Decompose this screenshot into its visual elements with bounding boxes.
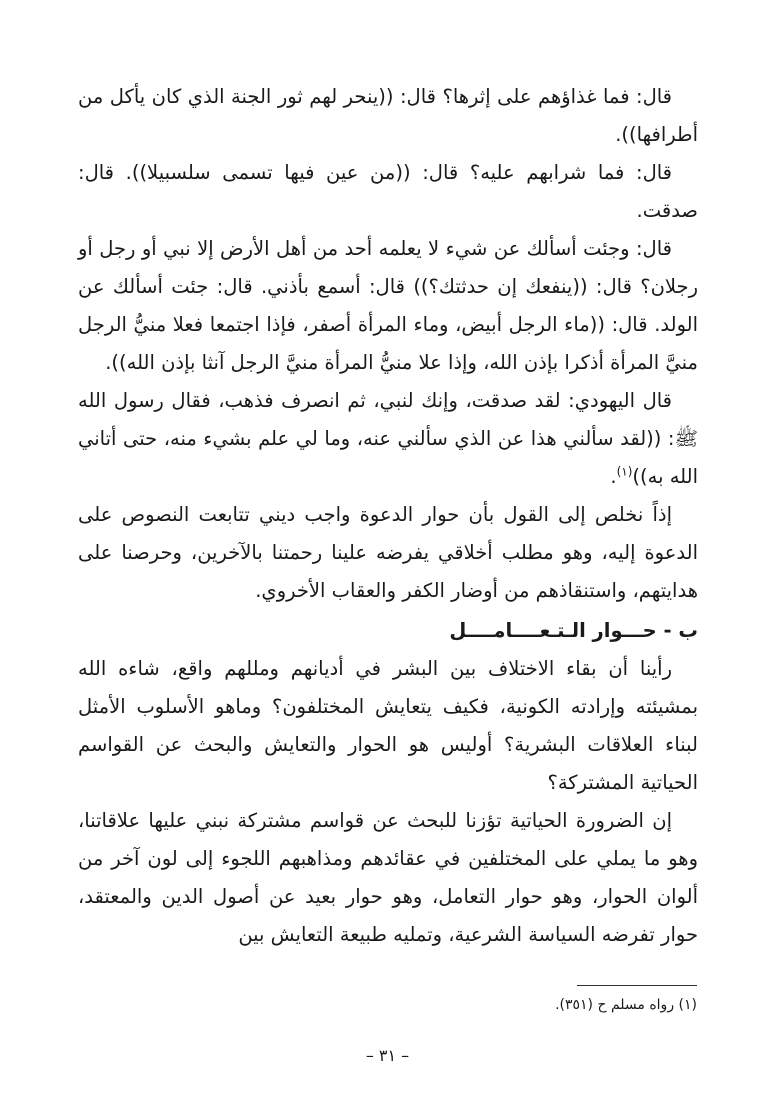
page-body bbox=[78, 78, 698, 954]
paragraph-child-question: قال: وجئت أسألك عن شيء لا يعلمه أحد من أهل الأرض إلا نبي أو رجل أو رجلان؟ قال: ((ينفعك إن حدثتك؟)) قال: أسمع بأذني. قال: جئت أسألك عن الولد. قال: ((ماء الرجل أبيض، وماء المرأة أصفر، فإذا اجتمعا فعلا منيُّ الرجل منيَّ المرأة أذكرا بإذن الله، وإذا علا منيُّ المرأة منيَّ الرجل آنثا بإذن الله)). bbox=[78, 237, 698, 374]
paragraph-necessity: إن الضرورة الحياتية تؤزنا للبحث عن قواسم مشتركة نبني عليها علاقاتنا، وهو ما يملي على المختلفين في عقائدهم ومذاهبهم اللجوء إلى لون آخر من ألوان الحوار، وهو حوار التعامل، وهو حوار بعيد عن أصول الدين والمعتقد، حوار تفرضه السياسة الشرعية، وتمليه طبيعة التعايش بين bbox=[78, 809, 698, 946]
footnote: (١) رواه مسلم ح (٣٥١). bbox=[555, 997, 697, 1013]
footnote-separator bbox=[577, 985, 697, 986]
paragraph-drink: قال: فما شرابهم عليه؟ قال: ((من عين فيها تسمى سلسبيلا)). قال: صدقت. bbox=[78, 161, 698, 222]
section-heading: ب - حـــوار الـتـعــــامــــل bbox=[449, 619, 698, 642]
paragraph-conclusion: إذاً نخلص إلى القول بأن حوار الدعوة واجب ديني تتابعت النصوص على الدعوة إليه، وهو مطلب أخلاقي يفرضه علينا رحمتنا بالآخرين، وحرصنا على هدايتهم، واستنقاذهم من أوضار الكفر والعقاب الأخروي. bbox=[78, 503, 698, 602]
paragraph-jew-reply bbox=[78, 382, 698, 496]
footnote-reference[interactable]: (١) bbox=[616, 464, 633, 479]
paragraph-jew-reply-end: . bbox=[610, 465, 617, 488]
paragraph-jew-reply-text: قال اليهودي: لقد صدقت، وإنك لنبي، ثم انصرف فذهب، فقال رسول الله ﷺ: ((لقد سألني هذا عن الذي سألني عنه، وما لي علم بشيء منه، حتى أتاني الله به)) bbox=[78, 389, 698, 488]
page-number: – ٣١ – bbox=[365, 1046, 410, 1065]
paragraph-food: قال: فما غذاؤهم على إثرها؟ قال: ((ينحر لهم ثور الجنة الذي كان يأكل من أطرافها)). bbox=[78, 85, 698, 146]
paragraph-coexistence: رأينا أن بقاء الاختلاف بين البشر في أديانهم ومللهم واقع، شاءه الله بمشيئته وإرادته الكونية، فكيف يتعايش المختلفون؟ وماهو الأسلوب الأمثل لبناء العلاقات البشرية؟ أوليس هو الحوار والتعايش والبحث عن القواسم الحياتية المشتركة؟ bbox=[78, 657, 698, 794]
